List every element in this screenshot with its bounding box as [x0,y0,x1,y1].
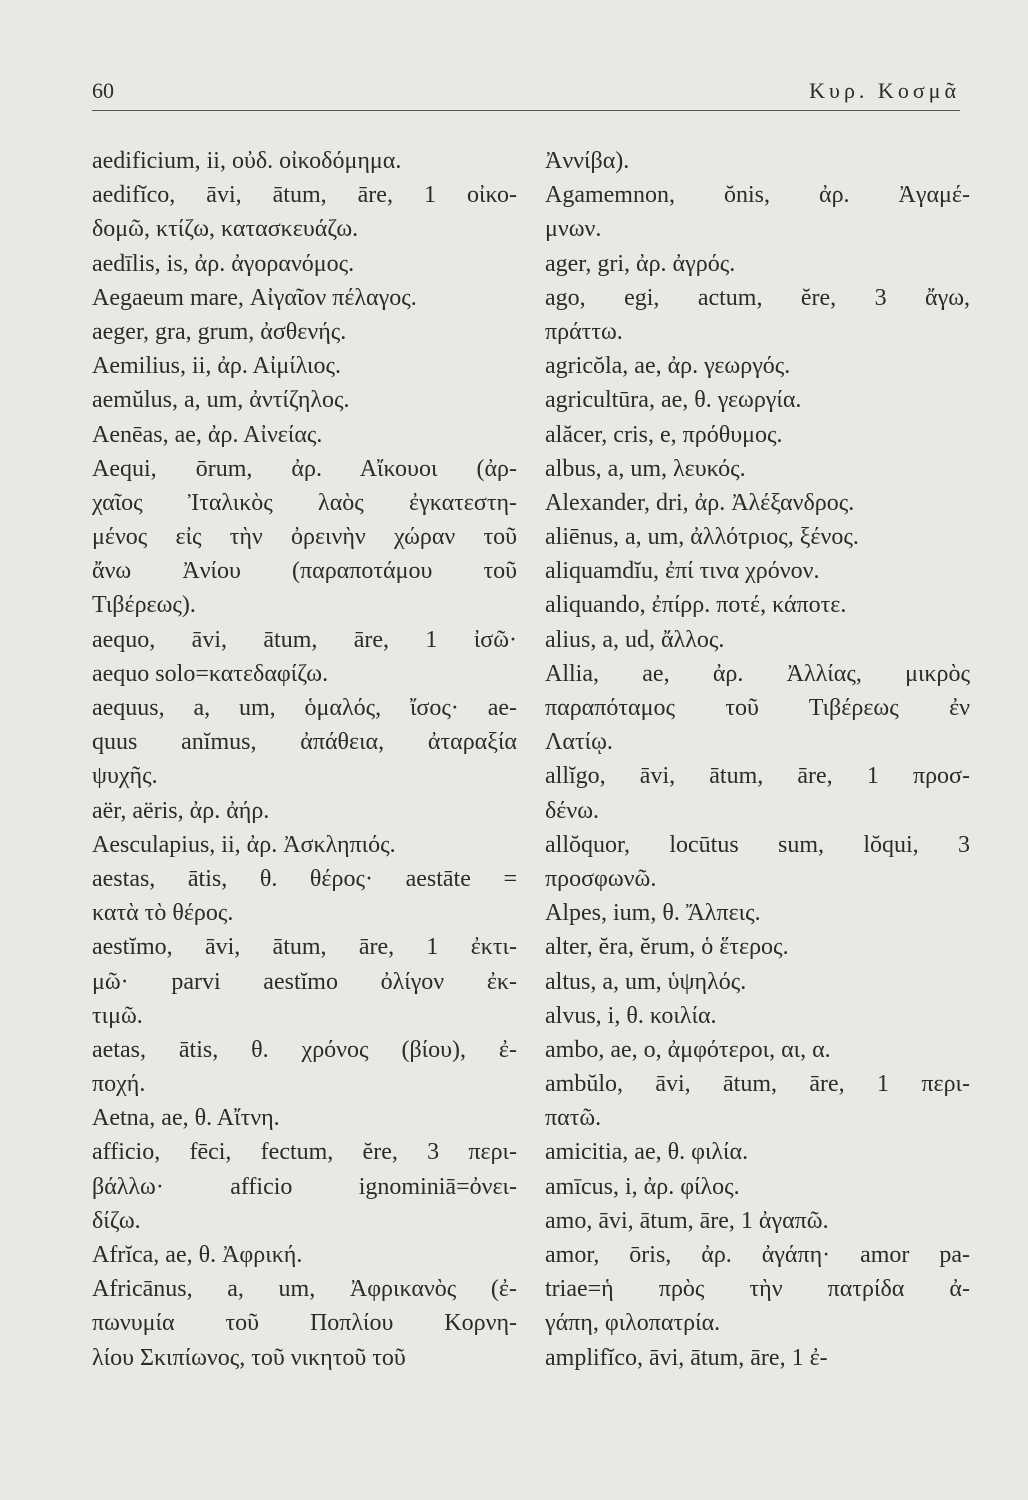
dictionary-entry [545,623,970,657]
dictionary-entry [545,1067,970,1135]
entry-line: μένος εἰς τὴν ὀρεινὴν χώραν τοῦ [92,524,517,551]
entry-line: aeger, gra, grum, ἀσθενής. [92,318,347,345]
entry-line: Aegaeum mare, Αἰγαῖον πέλαγος. [92,284,417,311]
entry-line: μνων. [545,216,602,243]
dictionary-entry [545,999,970,1033]
right-column [545,144,970,1375]
entry-line: aestas, ātis, θ. θέρος· aestāte = [92,865,517,892]
dictionary-entry [92,1101,517,1135]
entry-line: aliquando, ἐπίρρ. ποτέ, κάποτε. [545,592,847,619]
entry-line: amplifĭco, āvi, ātum, āre, 1 ἐ- [545,1344,828,1371]
entry-line: albus, a, um, λευκός. [545,455,746,482]
dictionary-entry [545,1170,970,1204]
entry-line: alius, a, ud, ἄλλος. [545,626,725,653]
dictionary-entry [545,554,970,588]
entry-line: aedīlis, is, ἀρ. ἀγορανόμος. [92,250,355,277]
dictionary-entry [92,281,517,315]
dictionary-entry [545,247,970,281]
entry-line: amīcus, i, ἀρ. φίλος. [545,1173,740,1200]
dictionary-entry [92,349,517,383]
entry-line: Afrĭca, ae, θ. Ἀφρική. [92,1242,303,1268]
entry-line: ager, gri, ἀρ. ἀγρός. [545,250,736,277]
entry-line: aedificium, ii, οὐδ. οἰκοδόμημα. [92,148,402,174]
entry-line: aedifĭco, āvi, ātum, āre, 1 οἰκο- [92,182,517,209]
entry-line: Τιβέρεως). [92,592,196,619]
entry-line: Ἀννίβα). [545,148,630,174]
dictionary-entry [92,794,517,828]
entry-line: aër, aëris, ἀρ. ἀήρ. [92,797,270,824]
dictionary-entry [92,418,517,452]
entry-line: χαῖος Ἰταλικὸς λαὸς ἐγκατεστη- [92,489,517,516]
dictionary-entry [92,178,517,246]
entry-line: amicitia, ae, θ. φιλία. [545,1139,749,1166]
entry-line: προσφωνῶ. [545,865,657,892]
entry-line: πράττω. [545,318,623,345]
dictionary-entry [545,383,970,417]
entry-line: alter, ĕra, ĕrum, ὁ ἕτερος. [545,934,789,961]
dictionary-entry [545,144,970,178]
dictionary-entry [545,1341,970,1375]
dictionary-entry [545,452,970,486]
entry-line: aestĭmo, āvi, ātum, āre, 1 ἐκτι- [92,934,517,961]
entry-line: Aemilius, ii, ἀρ. Αἰμίλιος. [92,353,341,380]
entry-line: βάλλω· afficio ignominiā=ὀνει- [92,1173,517,1200]
entry-line: Alexander, dri, ἀρ. Ἀλέξανδρος. [545,489,855,516]
dictionary-entry [545,486,970,520]
dictionary-entry [545,349,970,383]
running-head: Κυρ. Κοσμᾶ [809,78,960,103]
entry-line: ambŭlo, āvi, ātum, āre, 1 περι- [545,1071,970,1098]
entry-line: Aesculapius, ii, ἀρ. Ἀσκληπιός. [92,831,396,858]
dictionary-entry [92,691,517,794]
dictionary-entry [92,247,517,281]
entry-line: aemŭlus, a, um, ἀντίζηλος. [92,387,350,414]
entry-line: γάπη, φιλοπατρία. [545,1310,721,1337]
entry-line: δένω. [545,797,600,824]
entry-line: aequo, āvi, ātum, āre, 1 ἰσῶ· [92,626,517,653]
entry-line: πωνυμία τοῦ Ποπλίου Κορνη- [92,1310,517,1337]
entry-line: Agamemnon, ŏnis, ἀρ. Ἀγαμέ- [545,182,970,209]
dictionary-entry [545,178,970,246]
page-header [92,72,960,111]
page-number: 60 [92,78,114,103]
dictionary-entry [545,281,970,349]
entry-line: δομῶ, κτίζω, κατασκευάζω. [92,216,359,243]
entry-line: παραπόταμος τοῦ Τιβέρεως ἐν [545,695,970,721]
entry-line: amor, ōris, ἀρ. ἀγάπη· amor pa- [545,1242,970,1268]
dictionary-entry [545,828,970,896]
dictionary-entry [545,1135,970,1169]
dictionary-entry [545,520,970,554]
dictionary-entry [92,315,517,349]
dictionary-entry [545,965,970,999]
dictionary-entry [92,1272,517,1375]
entry-line: κατὰ τὸ θέρος. [92,900,234,927]
entry-line: triae=ἡ πρὸς τὴν πατρίδα ἀ- [545,1276,970,1303]
entry-line: ψυχῆς. [92,763,158,790]
entry-line: Alpes, ium, θ. Ἄλπεις. [545,900,761,927]
dictionary-entry [545,418,970,452]
dictionary-entry [92,1238,517,1272]
entry-line: aequus, a, um, ὁμαλός, ἴσος· ae- [92,695,517,721]
entry-line: Aenēas, ae, ἀρ. Αἰνείας. [92,421,323,448]
entry-line: allŏquor, locūtus sum, lŏqui, 3 [545,831,970,858]
dictionary-entry [92,623,517,691]
entry-line: ambo, ae, o, ἀμφότεροι, αι, α. [545,1036,831,1063]
dictionary-entry [545,930,970,964]
dictionary-entry [92,383,517,417]
entry-line: Aetna, ae, θ. Αἴτνη. [92,1105,280,1132]
dictionary-entry [545,896,970,930]
entry-line: Aequi, ōrum, ἀρ. Αἴκουοι (ἀρ- [92,455,517,482]
entry-line: Africānus, a, um, Ἀφρικανὸς (ἐ- [92,1276,517,1303]
entry-line: afficio, fēci, fectum, ĕre, 3 περι- [92,1139,517,1166]
dictionary-entry [92,1033,517,1101]
entry-line: amo, āvi, ātum, āre, 1 ἀγαπῶ. [545,1207,829,1234]
entry-line: alvus, i, θ. κοιλία. [545,1002,717,1029]
dictionary-entry [545,1238,970,1341]
dictionary-entry [92,452,517,623]
dictionary-entry [92,862,517,930]
entry-line: agricŏla, ae, ἀρ. γεωργός. [545,353,791,380]
entry-line: quus anĭmus, ἀπάθεια, ἀταραξία [92,729,517,756]
dictionary-entry [92,144,517,178]
entry-line: λίου Σκιπίωνος, τοῦ νικητοῦ τοῦ [92,1344,406,1371]
entry-line: agricultūra, ae, θ. γεωργία. [545,387,802,414]
entry-line: πατῶ. [545,1105,602,1132]
dictionary-entry [545,588,970,622]
dictionary-entry [92,828,517,862]
dictionary-entry [545,1033,970,1067]
dictionary-entry [545,1204,970,1238]
entry-line: ἄνω Ἀνίου (παραποτάμου τοῦ [92,558,517,585]
entry-line: ποχή. [92,1071,146,1098]
entry-line: τιμῶ. [92,1002,143,1029]
entry-line: aliquamdĭu, ἐπί τινα χρόνον. [545,558,820,585]
entry-line: aliēnus, a, um, ἀλλότριος, ξένος. [545,524,859,551]
dictionary-entry [545,759,970,827]
entry-line: Λατίῳ. [545,729,613,756]
dictionary-entry [545,657,970,760]
entry-line: aequo solo=κατεδαφίζω. [92,660,329,687]
dictionary-entry [92,930,517,1033]
entry-line: ago, egi, actum, ĕre, 3 ἄγω, [545,284,970,311]
entry-line: altus, a, um, ὑψηλός. [545,968,747,995]
left-column [92,144,517,1375]
entry-line: μῶ· parvi aestĭmo ὀλίγον ἐκ- [92,968,517,995]
dictionary-entry [92,1135,517,1238]
entry-line: aetas, ātis, θ. χρόνος (βίου), ἐ- [92,1036,517,1063]
entry-line: alăcer, cris, e, πρόθυμος. [545,421,783,448]
entry-line: δίζω. [92,1207,141,1234]
entry-line: allĭgo, āvi, ātum, āre, 1 προσ- [545,763,970,790]
entry-line: Allia, ae, ἀρ. Ἀλλίας, μικρὸς [545,660,970,687]
